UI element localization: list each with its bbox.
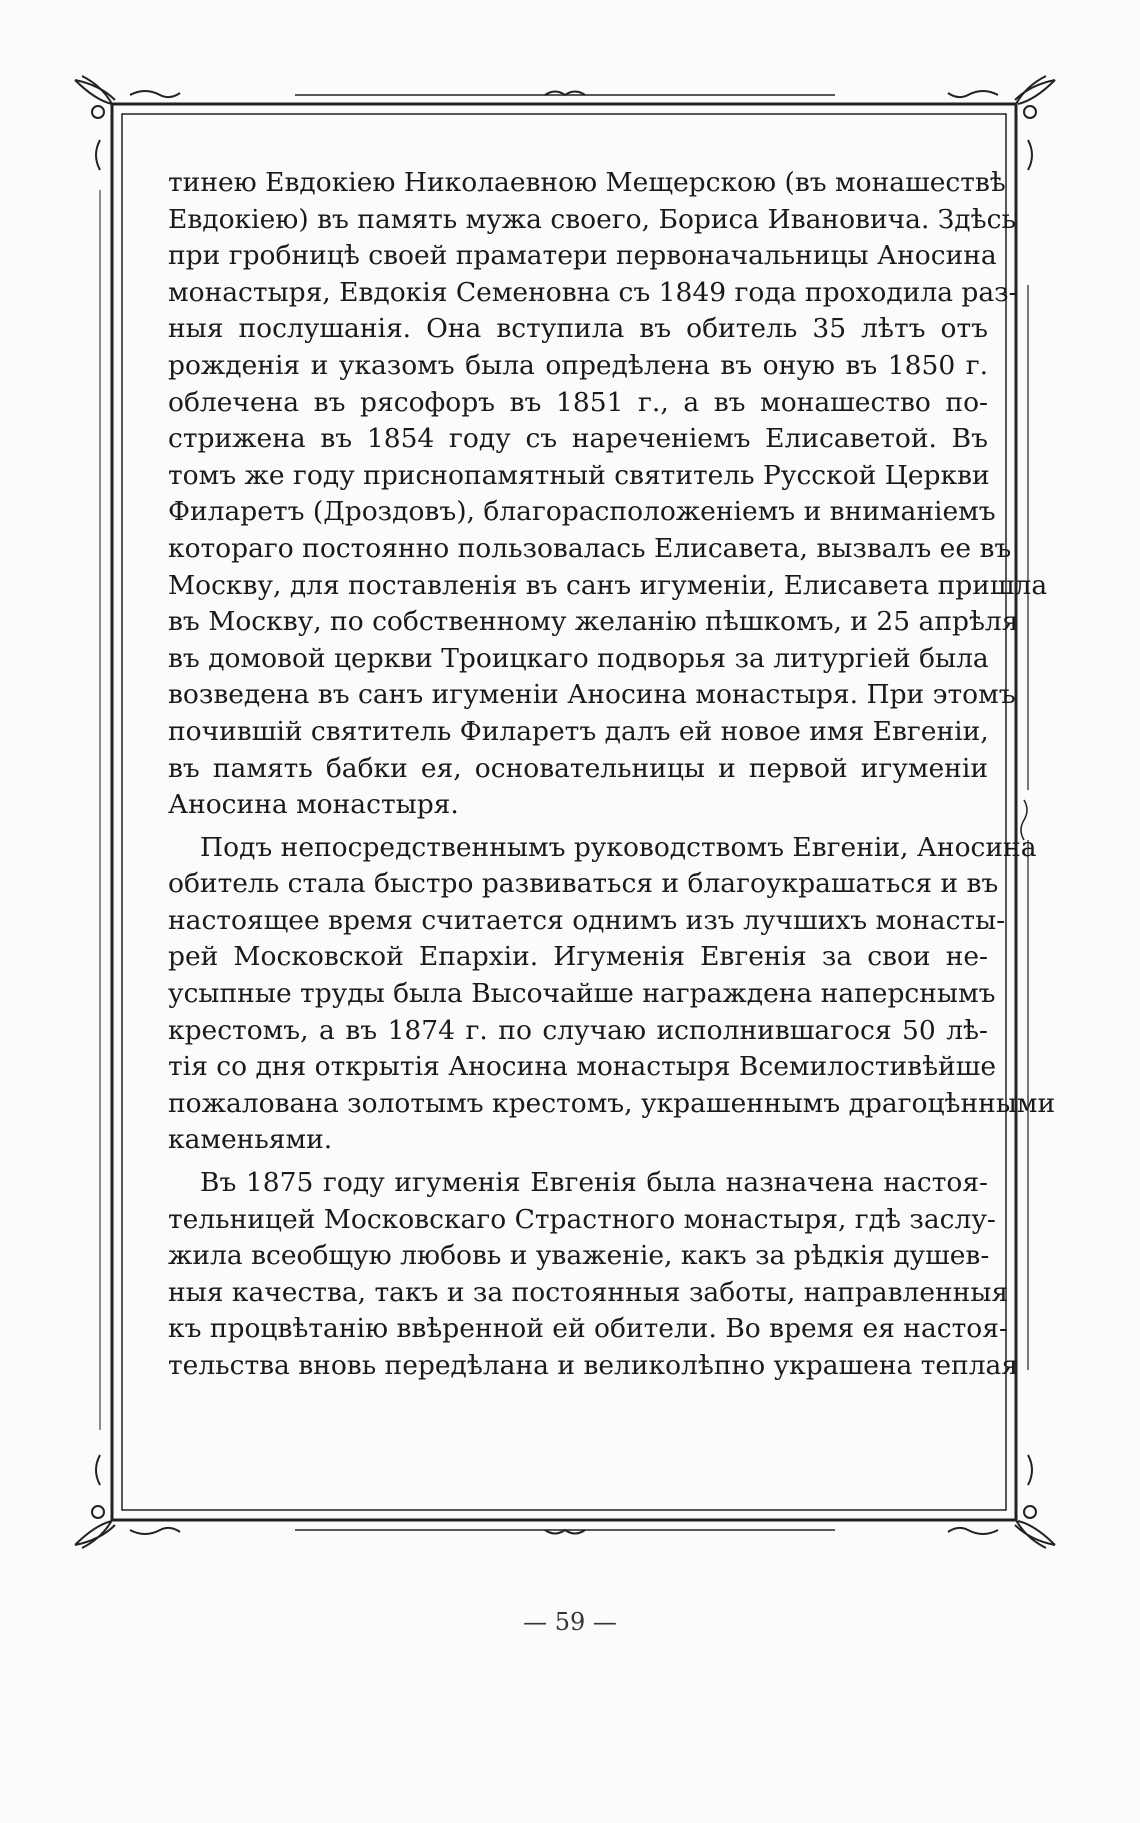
- text-line: усыпные труды была Высочайше награждена наперснымъ: [168, 978, 996, 1010]
- body-text: [168, 165, 1056, 1385]
- text-line: возведена въ санъ игуменiи Аносина монастыря. При этомъ: [168, 679, 1016, 711]
- text-line: стрижена въ 1854 году съ нареченiемъ Елисаветой. Въ: [168, 423, 988, 455]
- text-line: ныя послушанiя. Она вступила въ обитель 35 лѣтъ отъ: [168, 313, 988, 345]
- paragraph: [168, 830, 1056, 1159]
- paragraph: [168, 165, 1048, 824]
- text-line: рей Московской Епархiи. Игуменiя Евгенiя за свои не-: [168, 941, 988, 973]
- text-line: каменьями.: [168, 1124, 333, 1156]
- text-line: томъ же году приснопамятный святитель Русской Церкви: [168, 459, 990, 491]
- text-line: Москву, для поставленiя въ санъ игуменiи, Елисавета пришла: [168, 569, 1048, 601]
- text-line: почившiй святитель Филаретъ далъ ей новое имя Евгенiи,: [168, 715, 989, 747]
- text-line: Аносина монастыря.: [168, 789, 459, 821]
- text-line: къ процвѣтанiю ввѣренной ей обители. Во время ея настоя-: [168, 1313, 1008, 1345]
- text-line: при гробницѣ своей праматери первоначальницы Аносина: [168, 240, 997, 272]
- text-line: настоящее время считается однимъ изъ лучшихъ монасты-: [168, 904, 1006, 936]
- text-line: облечена въ рясофоръ въ 1851 г., а въ монашество по-: [168, 386, 988, 418]
- text-line: рожденiя и указомъ была опредѣлена въ оную въ 1850 г.: [168, 349, 988, 381]
- text-line: монастыря, Евдокiя Семеновна съ 1849 года проходила раз-: [168, 276, 1018, 308]
- text-line: въ память бабки ея, основательницы и первой игуменiи: [168, 752, 988, 784]
- text-line: жила всеобщую любовь и уваженiе, какъ за рѣдкiя душев-: [168, 1240, 990, 1272]
- text-line: тельницей Московскаго Страстного монастыря, гдѣ заслу-: [168, 1203, 996, 1235]
- paragraph: [168, 1165, 1019, 1385]
- text-line: пожалована золотымъ крестомъ, украшеннымъ драгоцѣнными: [168, 1087, 1056, 1119]
- text-line: Подъ непосредственнымъ руководствомъ Евгенiи, Аносина: [200, 831, 1037, 863]
- text-line: въ Москву, по собственному желанiю пѣшкомъ, и 25 апрѣля: [168, 606, 1019, 638]
- text-line: Евдокiею) въ память мужа своего, Бориса Ивановича. Здѣсь: [168, 203, 1016, 235]
- text-line: ныя качества, такъ и за постоянныя заботы, направленныя: [168, 1276, 1009, 1308]
- text-line: крестомъ, а въ 1874 г. по случаю исполнившагося 50 лѣ-: [168, 1014, 988, 1046]
- text-line: Въ 1875 году игуменiя Евгенiя была назначена настоя-: [200, 1167, 988, 1199]
- text-line: тiя со дня открытiя Аносина монастыря Всемилостивѣйше: [168, 1051, 997, 1083]
- text-line: въ домовой церкви Троицкаго подворья за литургiей была: [168, 642, 989, 674]
- text-line: Филаретъ (Дроздовъ), благорасположенiемъ и вниманiемъ: [168, 496, 996, 528]
- text-line: тельства вновь передѣлана и великолѣпно украшена теплая: [168, 1350, 1019, 1381]
- page-number: — 59 —: [523, 1608, 617, 1636]
- text-line: обитель стала быстро развиваться и благоукрашаться и въ: [168, 868, 999, 900]
- text-line: котораго постоянно пользовалась Елисавета, вызвалъ ее въ: [168, 532, 1012, 564]
- text-line: тинею Евдокiею Николаевною Мещерскою (въ монашествѣ: [168, 167, 1006, 198]
